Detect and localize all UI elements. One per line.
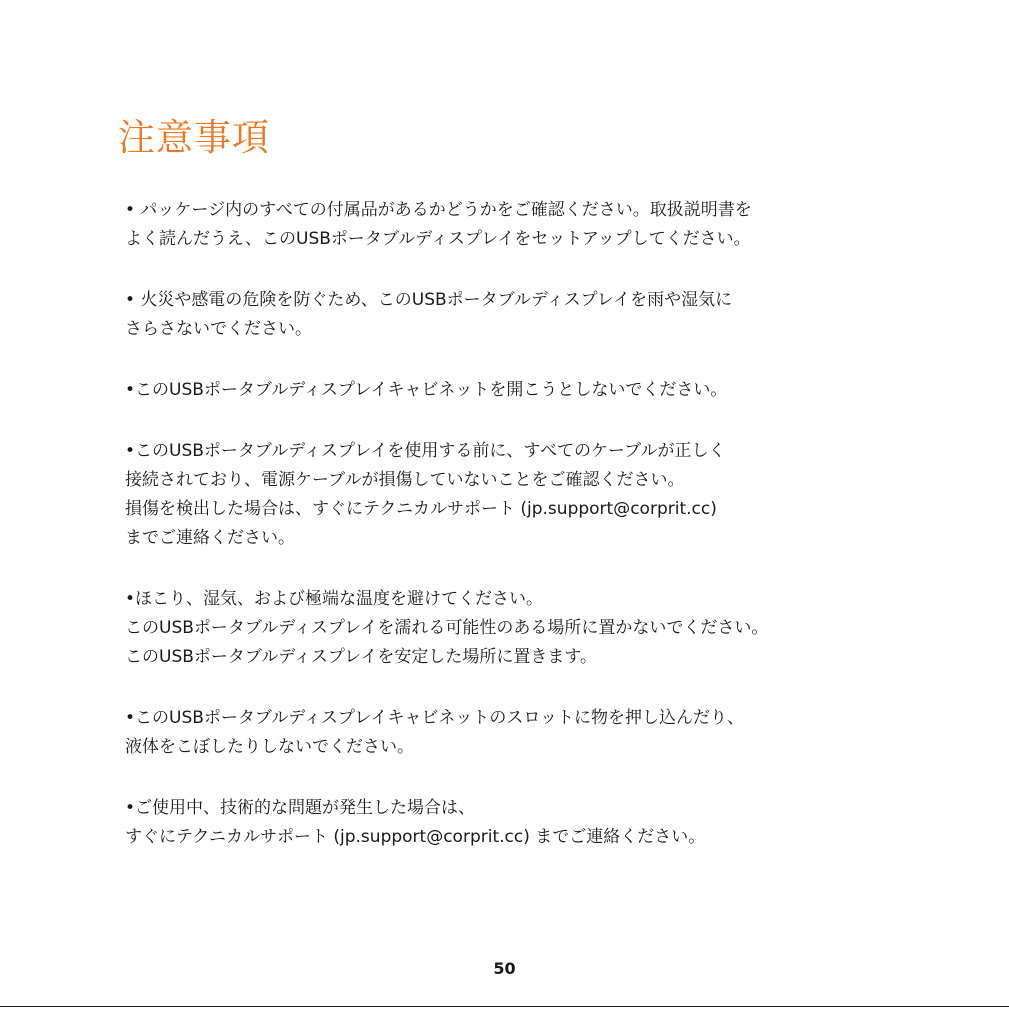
paragraph-line: •このUSBポータブルディスプレイキャビネットのスロットに物を押し込んだり、 xyxy=(125,708,745,728)
paragraph-line: 液体をこぼしたりしないでください。 xyxy=(125,737,414,757)
paragraph-line: よく読んだうえ、このUSBポータブルディスプレイをセットアップしてください。 xyxy=(125,229,751,249)
notice-paragraph xyxy=(125,376,885,405)
paragraph-line: •このUSBポータブルディスプレイを使用する前に、すべてのケーブルが正しく xyxy=(125,441,726,461)
paragraph-line: •ご使用中、技術的な問題が発生した場合は、 xyxy=(125,798,476,818)
paragraph-line: すぐにテクニカルサポート (jp.support@corprit.cc) までご連絡ください。 xyxy=(125,827,706,847)
paragraph-line: までご連絡ください。 xyxy=(125,528,295,548)
page-number: 50 xyxy=(493,959,516,978)
paragraph-line: さらさないでください。 xyxy=(125,319,312,339)
paragraph-line: このUSBポータブルディスプレイを濡れる可能性のある場所に置かないでください。 xyxy=(125,618,769,638)
bottom-divider xyxy=(0,1006,1009,1007)
notice-paragraph xyxy=(125,704,885,762)
paragraph-line: 損傷を検出した場合は、すぐにテクニカルサポート (jp.support@corprit.cc) xyxy=(125,499,717,519)
paragraph-line: このUSBポータブルディスプレイを安定した場所に置きます。 xyxy=(125,647,597,667)
page-title: 注意事項 xyxy=(118,116,270,159)
notice-paragraph xyxy=(125,585,885,672)
notice-paragraph xyxy=(125,196,885,254)
paragraph-line: 接続されており、電源ケーブルが損傷していないことをご確認ください。 xyxy=(125,470,685,490)
paragraph-line: •ほこり、湿気、および極端な温度を避けてください。 xyxy=(125,589,544,609)
paragraph-line: • パッケージ内のすべての付属品があるかどうかをご確認ください。取扱説明書を xyxy=(125,200,752,220)
paragraph-line: • 火災や感電の危険を防ぐため、このUSBポータブルディスプレイを雨や湿気に xyxy=(125,290,733,310)
notice-paragraph xyxy=(125,794,885,852)
notice-paragraph xyxy=(125,286,885,344)
notice-paragraph xyxy=(125,437,885,553)
notice-content xyxy=(125,196,885,884)
paragraph-line: •このUSBポータブルディスプレイキャビネットを開こうとしないでください。 xyxy=(125,380,728,400)
